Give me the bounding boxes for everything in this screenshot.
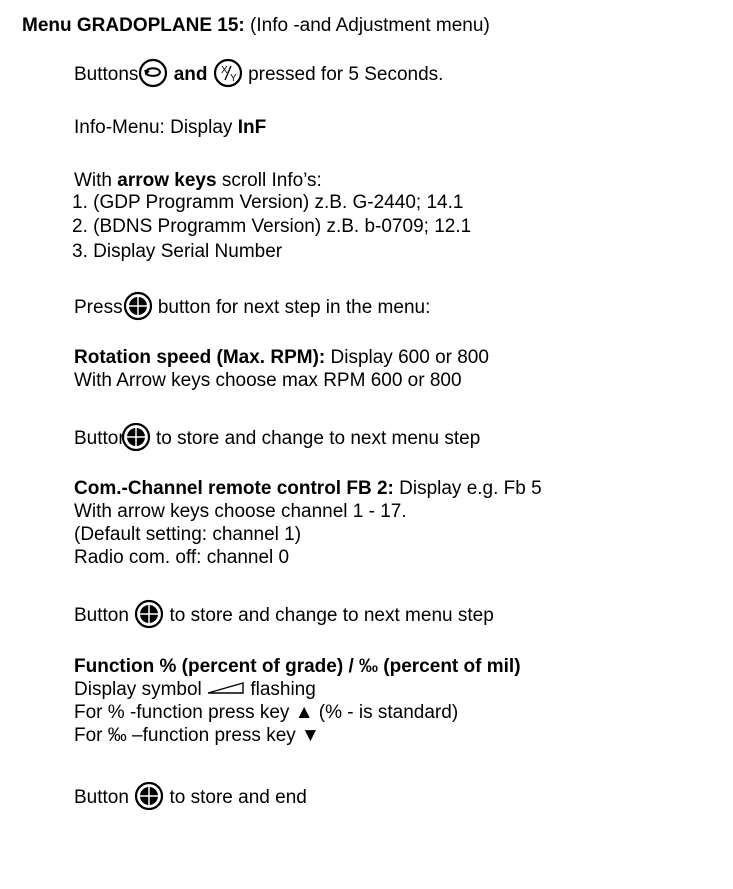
enter-button-icon — [123, 291, 153, 321]
svg-text:X: X — [220, 65, 228, 76]
menu-title — [22, 15, 490, 37]
store2-pre: Button — [74, 605, 129, 627]
menu-title-bold: Menu GRADOPLANE 15: — [22, 15, 245, 36]
svg-text:Y: Y — [229, 73, 237, 84]
store3-post: to store and end — [169, 787, 307, 809]
menu-title-rest: (Info -and Adjustment menu) — [244, 15, 490, 36]
channel-heading — [74, 478, 542, 500]
enter-button-icon — [134, 599, 164, 629]
buttons-post: pressed for 5 Seconds. — [248, 64, 444, 86]
store1-pre: Buttor — [74, 428, 125, 450]
info-list-item: 1. (GDP Programm Version) z.B. G-2440; 14.1 — [72, 192, 464, 213]
buttons-instruction — [74, 60, 443, 90]
symbol-post: flashing — [250, 679, 316, 700]
store2-post: to store and change to next menu step — [169, 605, 494, 627]
arrow-keys-intro — [74, 170, 322, 192]
channel-bold: Com.-Channel remote control FB 2: — [74, 478, 394, 499]
arrow-intro-pre: With — [74, 170, 118, 191]
xy-button-icon — [213, 58, 243, 88]
channel-line: With arrow keys choose channel 1 - 17. — [74, 501, 407, 522]
channel-line: (Default setting: channel 1) — [74, 524, 302, 545]
function-percent-line: For % -function press key ▲ (% - is standard) — [74, 702, 459, 723]
rotation-line2: With Arrow keys choose max RPM 600 or 800 — [74, 370, 462, 391]
rotation-rest: Display 600 or 800 — [325, 347, 489, 368]
store-line-2 — [74, 601, 494, 631]
function-permil-line: For ‰ –function press key ▼ — [74, 725, 320, 746]
info-list-item: 3. Display Serial Number — [72, 241, 283, 262]
store-line-3 — [74, 783, 307, 813]
rotation-heading — [74, 347, 489, 369]
store1-post: to store and change to next menu step — [155, 428, 481, 450]
press-pre: Press — [74, 297, 123, 319]
rotation-bold: Rotation speed (Max. RPM): — [74, 347, 326, 368]
channel-line: Radio com. off: channel 0 — [74, 547, 290, 568]
buttons-pre: Buttons — [74, 64, 139, 86]
symbol-pre: Display symbol — [74, 679, 202, 700]
function-symbol-line — [74, 679, 316, 701]
info-menu-bold: InF — [237, 117, 267, 138]
info-menu-pre: Info-Menu: Display — [74, 117, 238, 138]
function-bold: Function % (percent of grade) / ‰ (percent of mil) — [74, 656, 521, 677]
store3-pre: Button — [74, 787, 129, 809]
enter-button-icon — [134, 781, 164, 811]
press-line — [74, 293, 430, 323]
press-post: button for next step in the menu: — [157, 297, 431, 319]
slope-symbol-icon — [207, 681, 245, 695]
info-menu-line — [74, 117, 266, 139]
arrow-intro-bold: arrow keys — [117, 170, 217, 191]
enter-button-icon — [121, 422, 151, 452]
and-text: and — [173, 64, 208, 86]
function-heading — [74, 656, 521, 678]
store-line-1 — [74, 424, 480, 454]
channel-rest: Display e.g. Fb 5 — [393, 478, 542, 499]
info-list-item: 2. (BDNS Programm Version) z.B. b-0709; 12.1 — [72, 216, 472, 237]
rotate-button-icon — [138, 58, 168, 88]
arrow-intro-post: scroll Info’s: — [216, 170, 322, 191]
